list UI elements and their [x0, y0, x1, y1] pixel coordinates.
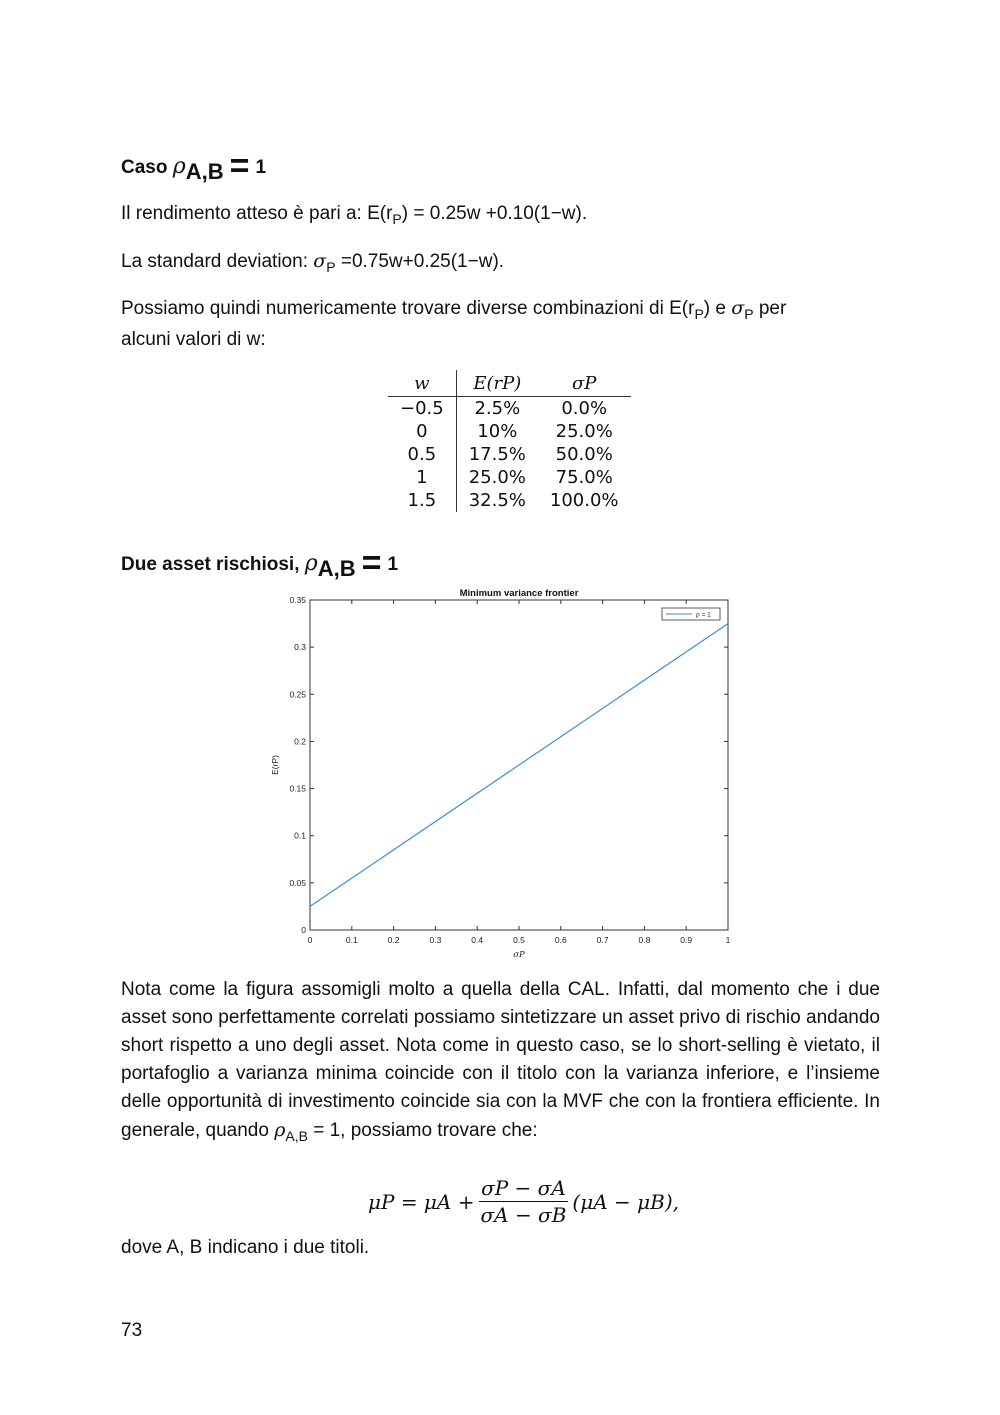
formula-fraction — [478, 1176, 568, 1227]
table-cell: 75.0% — [555, 467, 613, 488]
x-tick-label: 0.2 — [387, 935, 400, 945]
legend-label: ρ = 1 — [696, 611, 711, 619]
line2-after: =0.75w+0.25(1−w). — [335, 251, 505, 272]
weights-table — [388, 370, 631, 512]
heading-subscript: A,B — [317, 556, 356, 581]
table-cell: 1 — [388, 466, 456, 489]
x-tick-label: 0.9 — [680, 935, 693, 945]
line3-part3: per — [753, 298, 787, 319]
heading-case-rho — [121, 147, 267, 185]
some-values-line: alcuni valori di w: — [121, 329, 266, 350]
std-dev-line — [121, 247, 504, 276]
table-cell: 17.5% — [468, 444, 526, 465]
y-tick-label: 0 — [301, 925, 306, 935]
table-cell: 2.5% — [474, 398, 521, 419]
x-tick-label: 0 — [307, 935, 313, 945]
x-tick-label: 0.1 — [345, 935, 358, 945]
heading-two-risky-assets — [121, 544, 399, 582]
x-tick-label: 0.6 — [554, 935, 567, 945]
formula-lhs: μP = μA + — [368, 1189, 475, 1214]
line3-sub1: P — [694, 306, 704, 322]
y-tick-label: 0.3 — [294, 642, 306, 653]
y-tick-label: 0.15 — [289, 783, 306, 794]
table-cell: 0.0% — [561, 398, 608, 419]
x-tick-label: 0.3 — [429, 935, 442, 945]
body-paragraph — [121, 976, 880, 1145]
table-cell: −0.5 — [388, 397, 456, 421]
table-row — [388, 397, 631, 421]
x-tick-label: 0.8 — [638, 935, 651, 945]
x-tick-label: 1 — [725, 935, 731, 945]
para-rest: = 1, possiamo trovare che: — [307, 1120, 538, 1141]
line3-part1: Possiamo quindi numericamente trovare diverse combinazioni di E(r — [121, 298, 695, 319]
heading-subscript: A,B — [185, 159, 224, 184]
line2-before: La standard deviation: — [121, 251, 314, 272]
sigma-symbol: σ — [731, 297, 745, 319]
table-cell: 50.0% — [555, 444, 613, 465]
minimum-variance-frontier-chart — [262, 584, 742, 964]
page-number: 73 — [121, 1320, 143, 1341]
header-expected-return: E(rP) — [456, 370, 538, 397]
table-cell: 100.0% — [549, 490, 619, 511]
x-tick-label: 0.5 — [513, 935, 525, 945]
line1-sub: P — [392, 211, 402, 227]
y-tick-label: 0.25 — [289, 689, 306, 700]
table-header-row — [388, 370, 631, 397]
paragraph-text — [121, 976, 880, 1145]
rho-subscript: A,B — [285, 1128, 308, 1144]
table-cell: 10% — [477, 421, 518, 442]
table-row — [388, 420, 631, 443]
heading-prefix: Caso — [121, 157, 173, 178]
combinations-line — [121, 294, 786, 323]
y-tick-label: 0.1 — [294, 830, 306, 841]
table-row — [388, 489, 631, 512]
formula-numerator: σP − σA — [481, 1176, 566, 1200]
heading-value: 1 — [255, 157, 267, 178]
line1-before: Il rendimento atteso è pari a: E(r — [121, 203, 393, 224]
table-row — [388, 466, 631, 489]
sigma-symbol: σ — [313, 250, 327, 272]
formula-denominator: σA − σB — [480, 1203, 567, 1227]
chart-title: Minimum variance frontier — [459, 588, 579, 599]
x-tick-label: 0.4 — [471, 935, 484, 945]
rho-symbol: ρ — [274, 1119, 286, 1141]
heading-equals: = — [361, 544, 382, 582]
para-main: Nota come la figura assomigli molto a quella della CAL. Infatti, dal momento che i due asset sono perfettamente correlati possiamo sintetizzare un asset privo di rischio andando short rispetto a uno degli asset. Nota come in questo caso, se lo short-selling è vietato, il portafoglio a varianza minima coincide con il titolo con la varianza inferiore, e l’insieme delle opportunità di investimento coincide sia con la MVF che con la frontiera efficiente. In generale, quando — [121, 979, 880, 1141]
closing-sentence: dove A, B indicano i due titoli. — [121, 1237, 370, 1258]
x-axis-label: σP — [513, 950, 525, 960]
mu-p-formula — [368, 1176, 679, 1227]
heading-equals: = — [229, 147, 250, 185]
table-cell: 25.0% — [555, 421, 613, 442]
y-tick-label: 0.2 — [294, 736, 306, 747]
rho-symbol: ρ — [304, 551, 318, 576]
table-cell: 0 — [388, 420, 456, 443]
y-tick-label: 0.05 — [289, 877, 306, 888]
expected-return-line — [121, 200, 587, 228]
header-sigma: σP — [538, 370, 631, 397]
rho-symbol: ρ — [172, 154, 186, 179]
table-cell: 0.5 — [388, 443, 456, 466]
table-cell: 1.5 — [388, 489, 456, 512]
header-w: w — [388, 370, 456, 397]
table-cell: 25.0% — [468, 467, 526, 488]
line2-sub: P — [326, 259, 336, 275]
table-row — [388, 443, 631, 466]
heading-value: 1 — [387, 554, 399, 575]
formula-rhs: (μA − μB), — [572, 1189, 679, 1214]
line3-part2: ) e — [703, 298, 732, 319]
line3-sub2: P — [744, 306, 754, 322]
table-cell: 32.5% — [468, 490, 526, 511]
heading-prefix: Due asset rischiosi, — [121, 554, 305, 575]
x-tick-label: 0.7 — [596, 935, 609, 945]
y-axis-label: E(rP) — [270, 755, 280, 775]
line1-after: ) = 0.25w +0.10(1−w). — [401, 203, 588, 224]
y-tick-label: 0.35 — [289, 595, 306, 605]
